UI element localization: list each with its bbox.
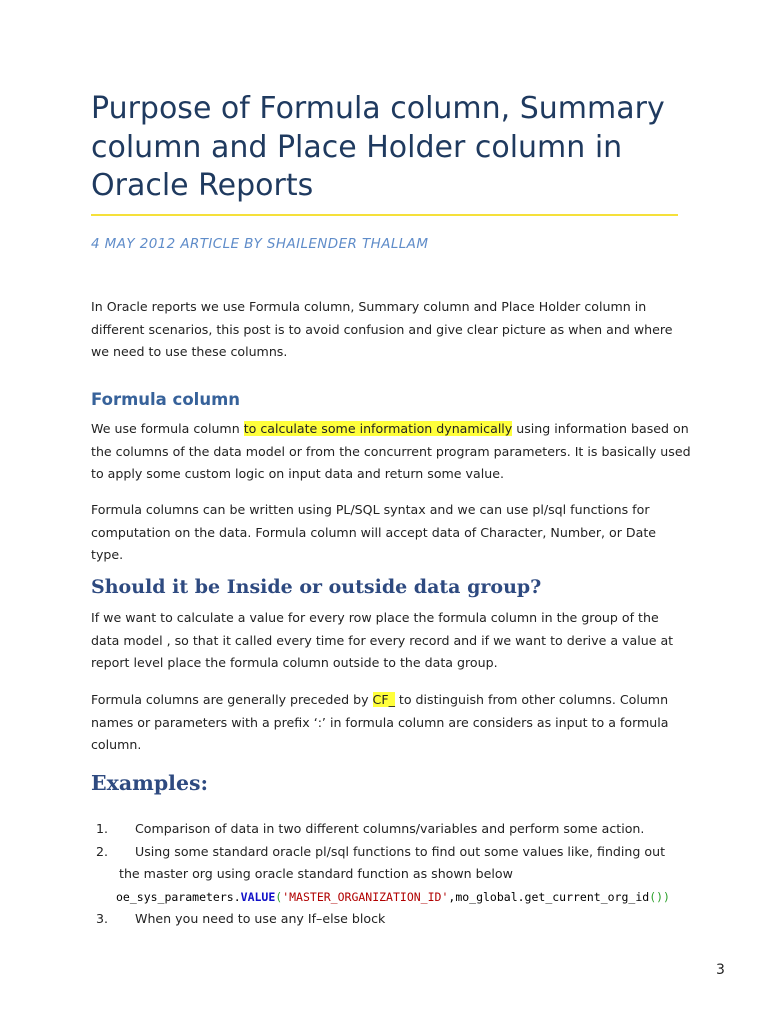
formula-p1-text-before: We use formula column [91, 421, 244, 436]
highlighted-phrase: to calculate some information dynamically [243, 421, 513, 436]
code-method: VALUE [240, 889, 276, 904]
list-item-text: Comparison of data in two different columns/variables and perform some action. [135, 821, 645, 836]
code-snippet [91, 886, 731, 909]
formula-paragraph-1 [91, 418, 691, 486]
list-item-text: Using some standard oracle pl/sql functions to find out some values like, finding out [135, 843, 666, 859]
formula-column-heading: Formula column [91, 390, 241, 409]
code-arg: mo_global.get_current_org_id [455, 889, 650, 904]
data-group-heading: Should it be Inside or outside data group? [91, 576, 542, 598]
group-p2-text-before: Formula columns are generally preceded by [91, 692, 373, 707]
code-comma: , [448, 889, 456, 904]
intro-paragraph: In Oracle reports we use Formula column, Summary column and Place Holder column in different scenarios, this post is to avoid confusion and give clear picture as when and where we need to use these columns. [91, 299, 673, 359]
list-item-continuation: the master org using oracle standard function as shown below [119, 866, 513, 881]
list-item-number: 2. [96, 843, 109, 859]
code-dot: . [233, 889, 241, 904]
list-item [91, 908, 731, 931]
data-group-paragraph-1: If we want to calculate a value for every row place the formula column in the group of the data model , so that it called every time for every record and if we want to derive a value at report level place the formula column outside to the data group. [91, 610, 674, 670]
code-string: 'MASTER_ORGANIZATION_ID' [282, 889, 449, 904]
code-inner-parens: () [649, 889, 664, 904]
page-number: 3 [716, 962, 725, 978]
code-paren-open: ( [275, 889, 283, 904]
list-item [91, 841, 731, 864]
list-item-text: When you need to use any If–else block [135, 911, 386, 926]
formula-p1-text-after: using information based on the columns of the data model or from the concurrent program parameters. It is basically used to apply some custom logic on input data and return some value. [91, 421, 691, 481]
group-p2-text-after: to distinguish from other columns. Column names or parameters with a prefix ‘:’ in formula column are considers as input to a formula column. [91, 692, 669, 752]
article-byline: 4 MAY 2012 ARTICLE BY SHAILENDER THALLAM [91, 236, 429, 252]
code-paren-close: ) [663, 889, 670, 904]
data-group-paragraph-2 [91, 689, 691, 757]
list-item [91, 818, 731, 841]
code-object: oe_sys_parameters [116, 889, 234, 904]
list-item-number: 3. [96, 911, 109, 926]
examples-heading: Examples: [91, 771, 209, 795]
list-item-number: 1. [96, 821, 109, 836]
title-divider [91, 214, 678, 216]
examples-list [91, 818, 731, 931]
cf-prefix-highlight: CF_ [372, 692, 395, 707]
formula-paragraph-2: Formula columns can be written using PL/SQL syntax and we can use pl/sql functions for computation on the data. Formula column will accept data of Character, Number, or Date type. [91, 502, 657, 562]
page-title: Purpose of Formula column, Summary column and Place Holder column in Oracle Reports [91, 91, 665, 203]
